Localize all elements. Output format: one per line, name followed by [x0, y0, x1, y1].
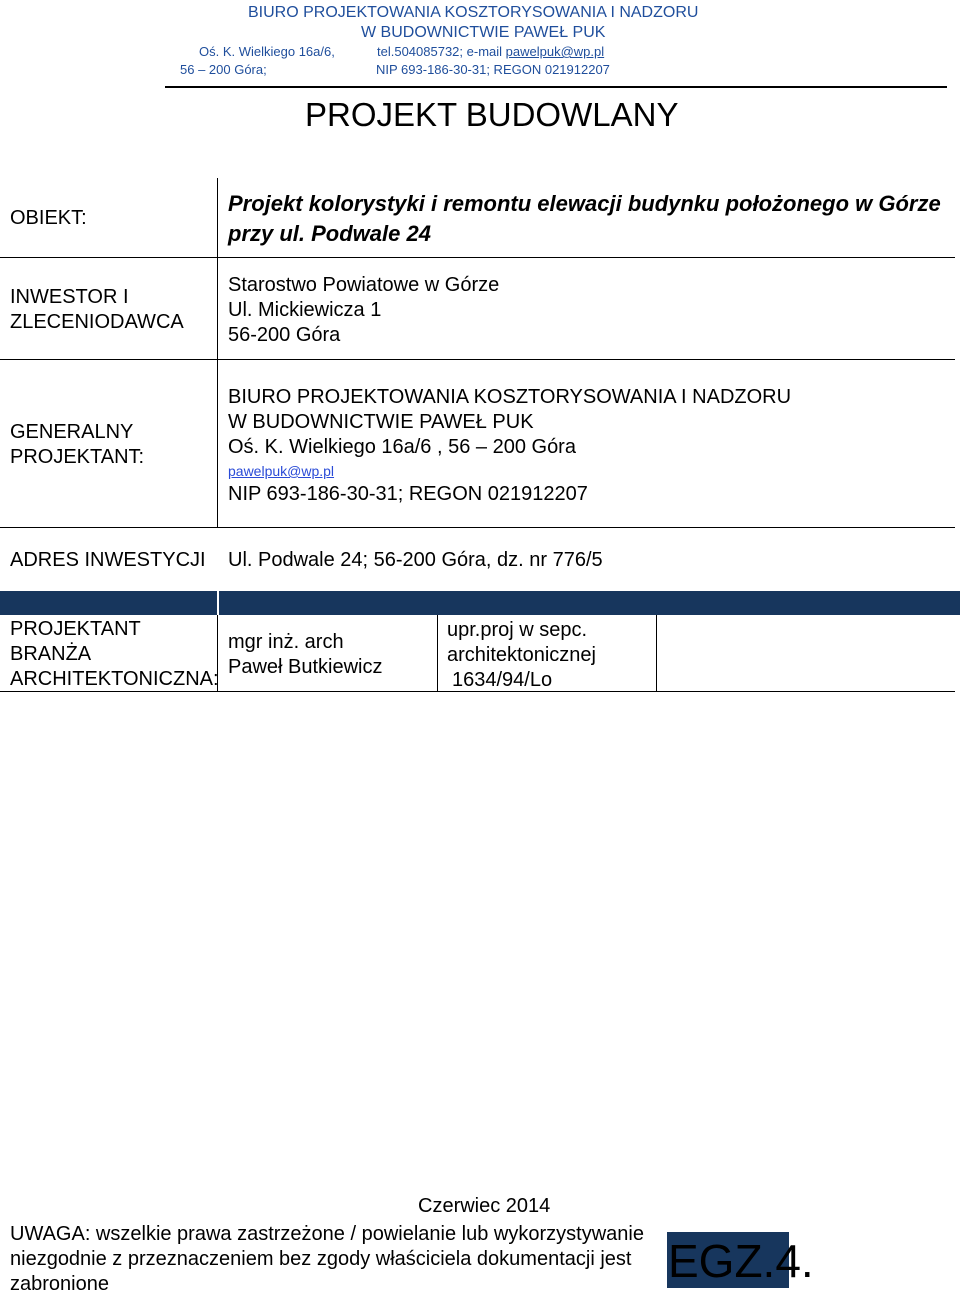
generalny-label-line2: PROJEKTANT:: [10, 446, 145, 468]
section-band: [0, 591, 960, 615]
projektant-name-line2: Paweł Butkiewicz: [228, 656, 383, 678]
table-column-divider: [217, 178, 218, 528]
projektant-col-divider: [656, 615, 657, 691]
generalny-line5: NIP 693-186-30-31; REGON 021912207: [228, 483, 588, 505]
notice-line3: zabronione: [10, 1273, 109, 1295]
obiekt-line1: Projekt kolorystyki i remontu elewacji budynku położonego w Górze: [228, 191, 941, 216]
obiekt-line2: przy ul. Podwale 24: [228, 221, 431, 246]
obiekt-label: OBIEKT:: [10, 207, 87, 229]
header-email-link[interactable]: pawelpuk@wp.pl: [505, 44, 605, 59]
generalny-line3: Oś. K. Wielkiego 16a/6 , 56 – 200 Góra: [228, 436, 576, 458]
generalny-line2: W BUDOWNICTWIE PAWEŁ PUK: [228, 411, 534, 433]
uprawnienia-line2: architektonicznej: [447, 644, 596, 666]
projektant-col-divider: [437, 615, 438, 691]
inwestor-label-line2: ZLECENIODAWCA: [10, 311, 184, 333]
generalny-email-link[interactable]: pawelpuk@wp.pl: [228, 463, 335, 479]
header-company-line2: W BUDOWNICTWIE PAWEŁ PUK: [361, 24, 606, 41]
notice-line2: niezgodnie z przeznaczeniem bez zgody właściciela dokumentacji jest: [10, 1248, 632, 1270]
uprawnienia-line1: upr.proj w sepc.: [447, 619, 588, 641]
document-date: Czerwiec 2014: [418, 1195, 551, 1217]
projektant-label-line2: BRANŻA: [10, 643, 92, 665]
projektant-label-line1: PROJEKTANT: [10, 618, 141, 640]
inwestor-line1: Starostwo Powiatowe w Górze: [228, 274, 500, 296]
inwestor-line3: 56-200 Góra: [228, 324, 341, 346]
row-divider: [0, 257, 955, 258]
header-contact: [377, 44, 604, 59]
header-divider: [165, 86, 947, 88]
band-gap: [217, 591, 219, 615]
generalny-line1: BIURO PROJEKTOWANIA KOSZTORYSOWANIA I NADZORU: [228, 386, 792, 408]
header-ids: NIP 693-186-30-31; REGON 021912207: [376, 62, 610, 77]
adres-value: Ul. Podwale 24; 56-200 Góra, dz. nr 776/5: [228, 549, 603, 571]
header-address: Oś. K. Wielkiego 16a/6,: [199, 44, 335, 59]
uprawnienia-line3: 1634/94/Lo: [452, 669, 553, 691]
adres-label: ADRES INWESTYCJI: [10, 549, 206, 571]
notice-line1: UWAGA: wszelkie prawa zastrzeżone / powielanie lub wykorzystywanie: [10, 1223, 644, 1245]
inwestor-label-line1: INWESTOR I: [10, 286, 129, 308]
inwestor-line2: Ul. Mickiewicza 1: [228, 299, 382, 321]
row-divider: [0, 527, 955, 528]
header-tel: tel.504085732; e-mail: [377, 44, 503, 59]
header-company-line1: BIURO PROJEKTOWANIA KOSZTORYSOWANIA I NADZORU: [248, 4, 699, 21]
generalny-label-line1: GENERALNY: [10, 421, 134, 443]
copy-number: EGZ.4.: [668, 1235, 814, 1287]
row-divider: [0, 359, 955, 360]
projektant-name-line1: mgr inż. arch: [228, 631, 344, 653]
projektant-label-line3: ARCHITEKTONICZNA:: [10, 668, 219, 690]
header-city: 56 – 200 Góra;: [180, 62, 267, 77]
page-title: PROJEKT BUDOWLANY: [305, 96, 679, 133]
